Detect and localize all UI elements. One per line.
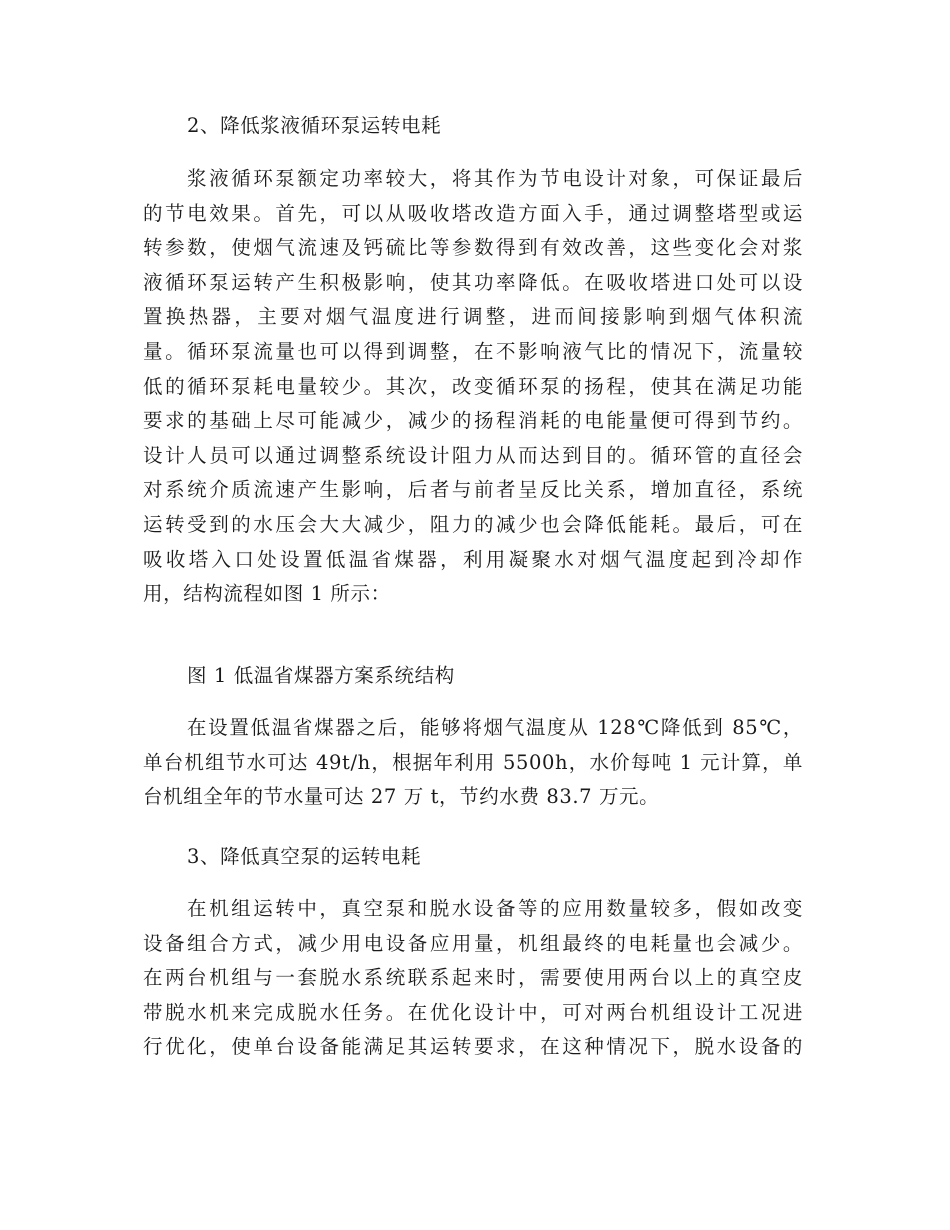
- paragraph-line: 的节电效果。首先，可以从吸收塔改造方面入手，通过调整塔型或运: [143, 201, 803, 225]
- paragraph-line: 量。循环泵流量也可以得到调整，在不影响液气比的情况下，流量较: [143, 339, 803, 363]
- paragraph-line: 设计人员可以通过调整系统设计阻力从而达到目的。循环管的直径会: [143, 443, 803, 467]
- paragraph-line: 在设置低温省煤器之后，能够将烟气温度从 128℃降低到 85℃，: [187, 716, 803, 739]
- paragraph-line: 对系统介质流速产生影响，后者与前者呈反比关系，增加直径，系统: [143, 478, 803, 502]
- paragraph-line: 要求的基础上尽可能减少，减少的扬程消耗的电能量便可得到节约。: [143, 409, 803, 433]
- paragraph-line: 在两台机组与一套脱水系统联系起来时，需要使用两台以上的真空皮: [143, 966, 803, 990]
- paragraph-line: 用，结构流程如图 1 所示：: [143, 582, 391, 606]
- paragraph-line: 在机组运转中，真空泵和脱水设备等的应用数量较多，假如改变: [187, 897, 803, 920]
- paragraph-line: 置换热器，主要对烟气温度进行调整，进而间接影响到烟气体积流: [143, 305, 803, 329]
- figure-caption: 图 1 低温省煤器方案系统结构: [187, 664, 455, 687]
- paragraph-line: 台机组全年的节水量可达 27 万 t，节约水费 83.7 万元。: [143, 785, 660, 809]
- paragraph-line: 设备组合方式，减少用电设备应用量，机组最终的电耗量也会减少。: [143, 931, 803, 955]
- paragraph-3: [143, 892, 803, 1065]
- paragraph-line: 吸收塔入口处设置低温省煤器，利用凝聚水对烟气温度起到冷却作: [143, 547, 803, 571]
- paragraph-line: 低的循环泵耗电量较少。其次，改变循环泵的扬程，使其在满足功能: [143, 374, 803, 398]
- paragraph-1: [143, 162, 803, 612]
- paragraph-line: 转参数，使烟气流速及钙硫比等参数得到有效改善，这些变化会对浆: [143, 236, 803, 260]
- paragraph-2: [143, 711, 803, 815]
- paragraph-line: 浆液循环泵额定功率较大，将其作为节电设计对象，可保证最后: [187, 167, 803, 190]
- paragraph-line: 带脱水机来完成脱水任务。在优化设计中，可对两台机组设计工况进: [143, 1000, 803, 1024]
- paragraph-line: 行优化，使单台设备能满足其运转要求，在这种情况下，脱水设备的: [143, 1035, 803, 1059]
- paragraph-line: 液循环泵运转产生积极影响，使其功率降低。在吸收塔进口处可以设: [143, 270, 803, 294]
- section-heading-3: 3、降低真空泵的运转电耗: [187, 845, 422, 868]
- paragraph-line: 单台机组节水可达 49t/h，根据年利用 5500h，水价每吨 1 元计算，单: [143, 750, 803, 774]
- paragraph-line: 运转受到的水压会大大减少，阻力的减少也会降低能耗。最后，可在: [143, 512, 803, 536]
- section-heading-2: 2、降低浆液循环泵运转电耗: [187, 114, 442, 137]
